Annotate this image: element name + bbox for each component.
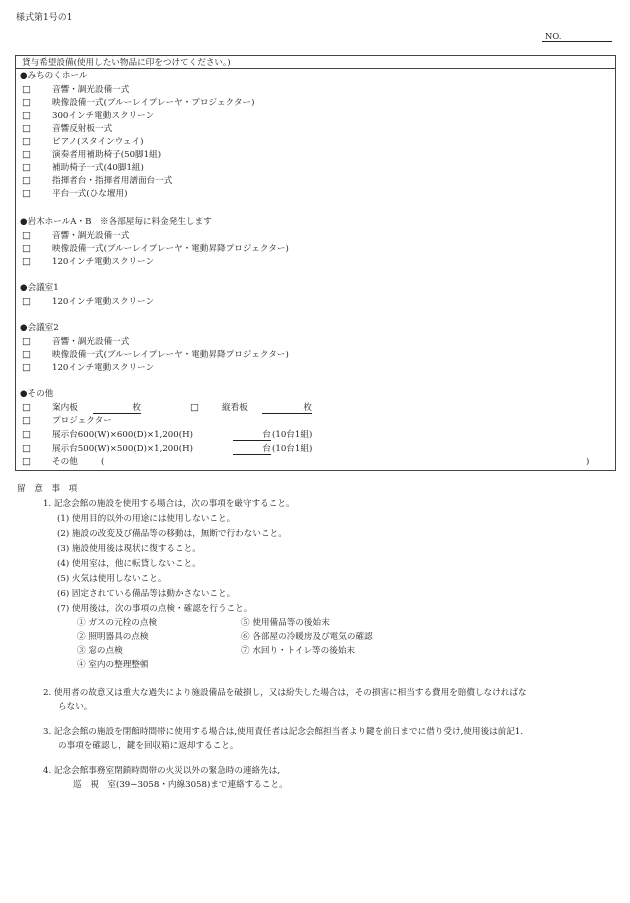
list-item: 指揮者台・指揮者用譜面台一式 (52, 176, 173, 186)
note-1-item: (6) 固定されている備品等は動かさないこと。 (57, 589, 236, 599)
checkbox[interactable]: □ (22, 175, 31, 186)
note-4-cont: 巡 視 室(39−3058・内線3058)まで連絡すること。 (73, 780, 288, 790)
checkbox[interactable]: □ (22, 110, 31, 121)
list-item: ピアノ(スタインウェイ) (52, 137, 144, 147)
list-item: 音響・調光設備一式 (52, 337, 130, 347)
list-item: 補助椅子一式(40脚1組) (52, 163, 144, 173)
check-item: ⑤ 使用備品等の後始末 (241, 618, 330, 628)
note-1-item: (1) 使用目的以外の用途には使用しないこと。 (57, 514, 236, 524)
list-item: 平台一式(ひな壇用) (52, 189, 128, 199)
unit-sheet: 枚 (303, 403, 312, 413)
misc-paren-open: ( (101, 457, 105, 467)
note-1-item: (5) 火気は使用しないこと。 (57, 574, 167, 584)
unit-set: 台 (262, 430, 271, 440)
check-item: ② 照明器具の点検 (77, 632, 149, 642)
guide-board-label: 案内板 (52, 403, 78, 413)
unit-set: 台 (262, 444, 271, 454)
note-3-cont: の事項を確認し，鍵を回収箱に返却すること。 (58, 741, 239, 751)
unit-sheet: 枚 (132, 403, 141, 413)
list-item: 映像設備一式(ブルーレイプレーヤ・電動昇降プロジェクター) (52, 244, 289, 254)
checkbox[interactable]: □ (22, 84, 31, 95)
checkbox[interactable]: □ (22, 429, 31, 440)
note-1-item: (4) 使用室は，他に転貸しないこと。 (57, 559, 201, 569)
display500-qty-field[interactable] (233, 445, 271, 455)
signboard-qty-field[interactable] (262, 404, 312, 414)
note-1-item: (3) 施設使用後は現状に復すること。 (57, 544, 201, 554)
list-item: 演奏者用補助椅子(50脚1組) (52, 150, 162, 160)
checkbox[interactable]: □ (22, 256, 31, 267)
table-divider (15, 68, 616, 69)
misc-paren-close: ) (586, 457, 590, 467)
note-3: 3. 記念会館の施設を閉館時間帯に使用する場合は,使用責任者は記念会館担当者より鍵を前日までに借り受け,使用後は前記1. (43, 727, 524, 737)
section-title-michinoku-hall: ●みちのくホール (20, 71, 88, 81)
display600-label: 展示台600(W)×600(D)×1,200(H) (52, 430, 193, 440)
notes-heading: 留 意 事 項 (17, 484, 78, 494)
note-2-cont: らない。 (58, 702, 93, 712)
list-item: 300インチ電動スクリーン (52, 111, 155, 121)
checkbox[interactable]: □ (22, 243, 31, 254)
list-item: 映像設備一式(ブルーレイプレーヤ・プロジェクター) (52, 98, 255, 108)
note-1-item: (2) 施設の改変及び備品等の移動は，無断で行わないこと。 (57, 529, 287, 539)
checkbox[interactable]: □ (22, 296, 31, 307)
list-item: 映像設備一式(ブルーレイプレーヤ・電動昇降プロジェクター) (52, 350, 289, 360)
note-1: 1. 記念会館の施設を使用する場合は，次の事項を厳守すること。 (43, 499, 295, 509)
check-item: ④ 室内の整理整頓 (77, 660, 149, 670)
form-number-label: 様式第1号の1 (16, 13, 73, 23)
check-item: ⑥ 各部屋の冷暖房及び電気の確認 (241, 632, 373, 642)
section-title-iwaki-hall: ●岩木ホールA・B ※各部屋毎に料金発生します (20, 217, 212, 227)
equipment-heading: 貸与希望設備(使用したい物品に印をつけてください。) (22, 58, 231, 68)
section-title-meeting-room-2: ●会議室2 (20, 323, 59, 333)
list-item: 音響・調光設備一式 (52, 85, 130, 95)
checkbox[interactable]: □ (190, 402, 199, 413)
list-item: 音響・調光設備一式 (52, 231, 130, 241)
list-item: 120インチ電動スクリーン (52, 297, 155, 307)
set-note: (10台1組) (272, 430, 313, 440)
misc-field[interactable] (110, 456, 580, 467)
note-1-item: (7) 使用後は，次の事項の点検・確認を行うこと。 (57, 604, 253, 614)
section-title-meeting-room-1: ●会議室1 (20, 283, 59, 293)
checkbox[interactable]: □ (22, 230, 31, 241)
no-label: NO. (545, 31, 562, 41)
check-item: ③ 窓の点検 (77, 646, 123, 656)
checkbox[interactable]: □ (22, 415, 31, 426)
section-title-other: ●その他 (20, 389, 54, 399)
list-item: 120インチ電動スクリーン (52, 257, 155, 267)
check-item: ① ガスの元栓の点検 (77, 618, 158, 628)
checkbox[interactable]: □ (22, 443, 31, 454)
list-item: 音響反射板一式 (52, 124, 113, 134)
checkbox[interactable]: □ (22, 97, 31, 108)
signboard-label: 縦看板 (222, 403, 248, 413)
list-item: 120インチ電動スクリーン (52, 363, 155, 373)
note-4: 4. 記念会館事務室閉鎖時間帯の火災以外の緊急時の連絡先は, (43, 766, 281, 776)
misc-label: その他 (52, 457, 78, 467)
no-field[interactable] (542, 41, 612, 42)
checkbox[interactable]: □ (22, 123, 31, 134)
checkbox[interactable]: □ (22, 136, 31, 147)
guide-board-qty-field[interactable] (93, 404, 141, 414)
projector-label: プロジェクター (52, 416, 112, 426)
note-2: 2. 使用者の故意又は重大な過失により施設備品を破損し，又は紛失した場合は，その損害に相当する費用を賠償しなければな (43, 688, 527, 698)
checkbox[interactable]: □ (22, 362, 31, 373)
checkbox[interactable]: □ (22, 349, 31, 360)
checkbox[interactable]: □ (22, 162, 31, 173)
checkbox[interactable]: □ (22, 188, 31, 199)
checkbox[interactable]: □ (22, 149, 31, 160)
display600-qty-field[interactable] (233, 431, 271, 441)
checkbox[interactable]: □ (22, 456, 31, 467)
check-item: ⑦ 水回り・トイレ等の後始末 (241, 646, 356, 656)
display500-label: 展示台500(W)×500(D)×1,200(H) (52, 444, 193, 454)
checkbox[interactable]: □ (22, 402, 31, 413)
checkbox[interactable]: □ (22, 336, 31, 347)
set-note: (10台1組) (272, 444, 313, 454)
